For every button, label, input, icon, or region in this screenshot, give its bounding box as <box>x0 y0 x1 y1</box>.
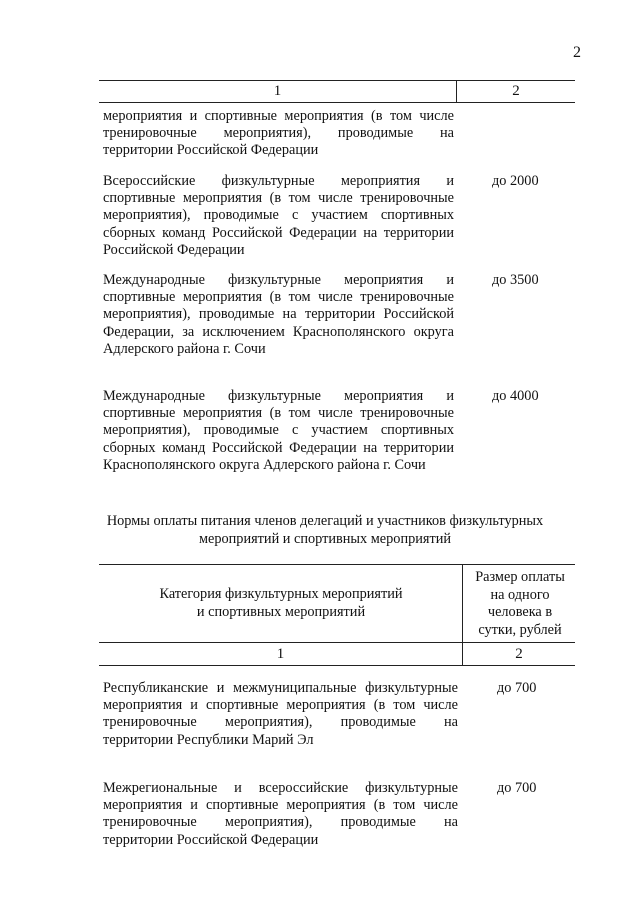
table2-numbers-bottom-rule <box>99 665 575 666</box>
table1-top-rule <box>99 80 575 81</box>
table2-top-rule <box>99 564 575 565</box>
table1-header-bottom-rule <box>99 102 575 103</box>
table2-row-amount: до 700 <box>497 680 537 696</box>
table1-row-description: Международные физкультурные мероприятия и спортивные мероприятия (в том числе тренировочные мероприятия), проводимые на территории Российской Федерации, за исключением Краснополянского округа Адлерского района г. Сочи <box>103 272 454 357</box>
header-size-line: на одного <box>490 586 550 603</box>
table1-col2-number: 2 <box>512 83 520 99</box>
table1-row-amount: до 2000 <box>492 173 539 189</box>
table2-col1-number: 1 <box>276 646 285 662</box>
table1-row-amount: до 3500 <box>492 272 539 288</box>
table1-row-amount: до 4000 <box>492 388 539 404</box>
table2-header-category <box>100 586 462 621</box>
section-title <box>60 512 590 548</box>
table1-row-description: Всероссийские физкультурные мероприятия и спортивные мероприятия (в том числе тренировочные мероприятия), проводимые с участием спортивных сборных команд Российской Федерации на территории Российской Федерации <box>103 173 454 258</box>
header-category-line: Категория физкультурных мероприятий <box>159 586 403 602</box>
table2-header-bottom-rule <box>99 642 575 643</box>
header-size-line: человека в <box>487 604 553 620</box>
header-category-line: и спортивных мероприятий <box>196 603 366 620</box>
table1-row-description: мероприятия и спортивные мероприятия (в том числе тренировочные мероприятия), проводимые на территории Российской Федерации <box>103 108 454 159</box>
table2-header-size <box>465 569 575 639</box>
section-title-line: мероприятий и спортивных мероприятий <box>198 531 452 547</box>
section-title-line: Нормы оплаты питания членов делегаций и участников физкультурных <box>106 513 544 529</box>
table2-col2-number: 2 <box>515 646 523 662</box>
header-size-line: сутки, рублей <box>478 621 562 638</box>
table2-row-description: Межрегиональные и всероссийские физкультурные мероприятия и спортивные мероприятия (в том числе тренировочные мероприятия), проводимые на территории Российской Федерации <box>103 780 458 848</box>
table1-col1-number: 1 <box>273 83 282 99</box>
table2-row-description: Республиканские и межмуниципальные физкультурные мероприятия и спортивные мероприятия (в том числе тренировочные мероприятия), проводимые на территории Республики Марий Эл <box>103 680 458 748</box>
page-number: 2 <box>573 44 581 61</box>
table1-row-description: Международные физкультурные мероприятия и спортивные мероприятия (в том числе тренировочные мероприятия), проводимые с участием спортивных сборных команд Российской Федерации на территории Краснополянского округа Адлерского района г. Сочи <box>103 388 454 473</box>
header-size-line: Размер оплаты <box>475 569 565 585</box>
table2-row-amount: до 700 <box>497 780 537 796</box>
